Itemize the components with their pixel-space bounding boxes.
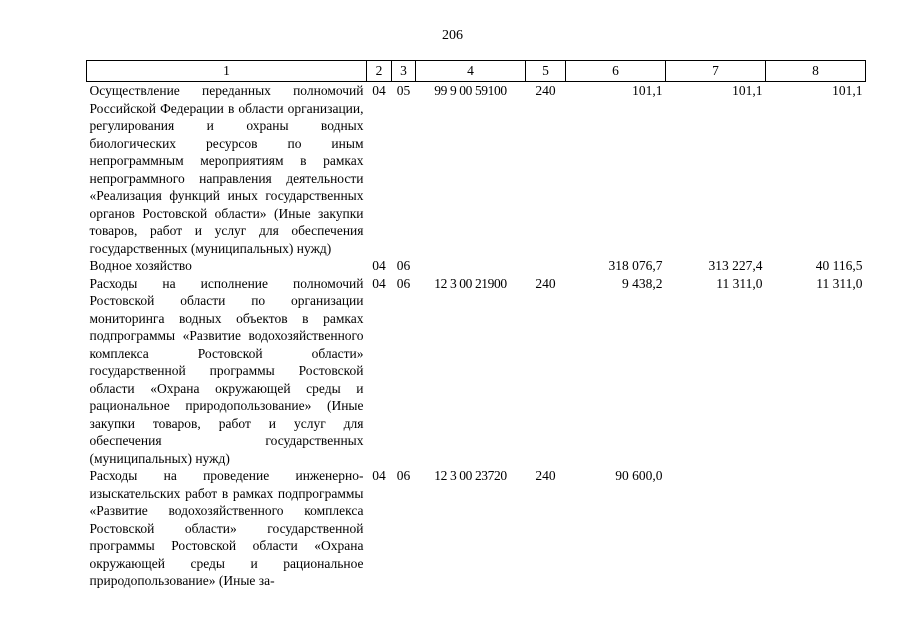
table-row: [87, 467, 866, 590]
row-amount-col6: 9 438,2: [622, 275, 663, 291]
table-header: [87, 61, 866, 82]
row-amount-col6: 101,1: [632, 83, 663, 98]
row-amount-col7: 11 311,0: [716, 275, 763, 291]
table-row: [87, 257, 866, 275]
row-name: Осуществление переданных полномочий Российской Федерации в области организации, регулирования и охраны водных биологических ресурсов по иным непрограммным мероприятиям в рамках непрограммного направления деятельности «Реализация функций иных государственных органов Ростовской области» (Иные закупки товаров, работ и услуг для обеспечения государственных (муниципальных) нужд): [89, 83, 364, 256]
table-body: [87, 82, 866, 590]
page-number: 206: [442, 28, 463, 43]
row-target-code: [416, 257, 526, 275]
header-row: [87, 61, 866, 82]
row-subsection: 06: [396, 275, 411, 291]
header-col-1: 1: [87, 61, 367, 82]
row-name: Водное хозяйство: [89, 258, 192, 273]
header-col-5: 5: [526, 61, 566, 82]
header-col-6: 6: [566, 61, 666, 82]
row-section: 04: [372, 83, 386, 98]
header-col-4: 4: [416, 61, 526, 82]
row-target-code: 99 9 00 59100: [434, 83, 507, 98]
header-col-3: 3: [392, 61, 416, 82]
row-section: 04: [372, 468, 386, 483]
row-amount-col7: [666, 467, 766, 590]
header-col-8: 8: [766, 61, 866, 82]
row-expense-type: 240: [535, 83, 556, 98]
row-target-code: 12 3 00 23720: [434, 468, 507, 483]
row-amount-col7: 313 227,4: [708, 258, 763, 273]
header-col-7: 7: [666, 61, 766, 82]
row-section: 04: [372, 275, 386, 291]
row-amount-col6: 318 076,7: [608, 258, 663, 273]
row-expense-type: 240: [535, 275, 556, 291]
budget-table: [86, 60, 866, 590]
row-amount-col8: 11 311,0: [816, 275, 863, 291]
row-subsection: 06: [396, 468, 411, 483]
table-row: [87, 82, 866, 258]
row-name: Расходы на исполнение полномочий Ростовской области по организации мониторинга водных объектов в рамках подпрограммы «Развитие водохозяйственного комплекса Ростовской области» государственной программы Ростовской области «Охрана окружающей среды и рациональное природопользование» (Иные закупки товаров, работ и услуг для обеспечения государственных (муниципальных) нужд): [89, 275, 364, 466]
row-amount-col8: 101,1: [832, 83, 863, 98]
row-section: 04: [372, 258, 386, 273]
row-subsection: 06: [396, 258, 411, 273]
row-amount-col7: 101,1: [732, 83, 763, 98]
header-col-2: 2: [367, 61, 392, 82]
row-expense-type: 240: [535, 468, 556, 483]
row-name: Расходы на проведение инженерно-изыскательских работ в рамках подпрограммы «Развитие водохозяйственного комплекса Ростовской области» государственной программы Ростовской области «Охрана окружающей среды и рациональное природопользование» (Иные за-: [89, 468, 364, 588]
row-target-code: 12 3 00 21900: [434, 275, 507, 291]
table-row: [87, 275, 866, 468]
row-amount-col8: [766, 467, 866, 590]
row-expense-type: [526, 257, 566, 275]
row-subsection: 05: [396, 83, 411, 98]
row-amount-col8: 40 116,5: [815, 258, 863, 273]
row-amount-col6: 90 600,0: [615, 468, 663, 483]
